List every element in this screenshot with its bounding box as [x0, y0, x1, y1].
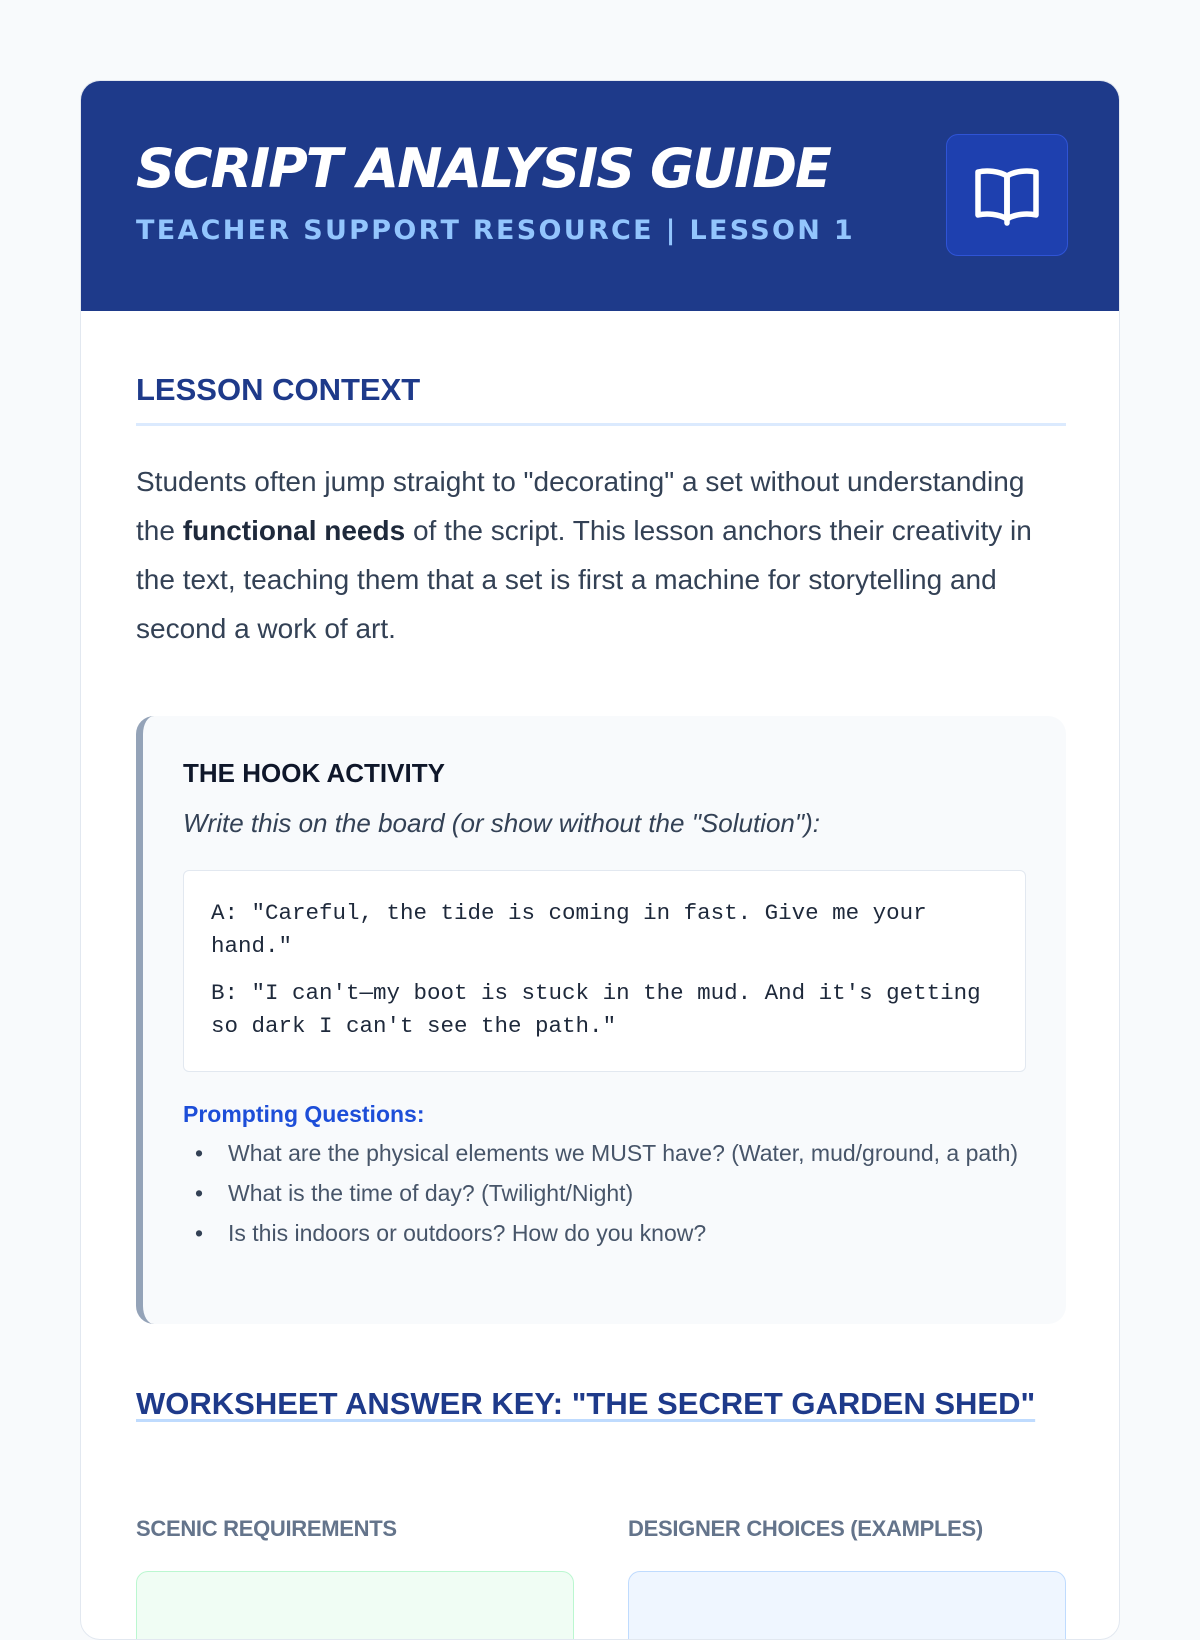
bullet-icon: •	[195, 1140, 204, 1166]
bullet-icon: •	[195, 1180, 204, 1206]
lesson-context-heading: LESSON CONTEXT	[136, 372, 421, 407]
header-banner	[81, 81, 1119, 311]
context-text-bold: functional needs	[182, 515, 406, 546]
hook-activity-panel	[136, 716, 1066, 1324]
page-subtitle: TEACHER SUPPORT RESOURCE | LESSON 1	[136, 215, 855, 246]
page-title: SCRIPT ANALYSIS GUIDE	[136, 137, 830, 200]
prompting-questions-list	[195, 1136, 1025, 1256]
open-book-icon	[946, 134, 1068, 256]
guide-card	[80, 80, 1120, 1640]
answer-key-heading: WORKSHEET ANSWER KEY: "THE SECRET GARDEN SHED"	[136, 1386, 1036, 1421]
list-item	[195, 1216, 1025, 1250]
hook-activity-title: THE HOOK ACTIVITY	[183, 758, 445, 788]
list-item	[195, 1176, 1025, 1210]
designer-choices-box	[628, 1571, 1066, 1640]
list-item-text: What is the time of day? (Twilight/Night)	[228, 1180, 634, 1206]
scenic-requirements-heading: SCENIC REQUIREMENTS	[136, 1516, 397, 1541]
prompting-questions-title: Prompting Questions:	[183, 1101, 425, 1127]
open-book-icon-graphic	[973, 163, 1041, 227]
scenic-requirements-box	[136, 1571, 574, 1640]
script-excerpt-box	[183, 870, 1026, 1072]
lesson-context-text	[136, 457, 1071, 653]
hook-instruction: Write this on the board (or show without the "Solution"):	[183, 808, 820, 838]
bullet-icon: •	[195, 1220, 204, 1246]
designer-choices-heading: DESIGNER CHOICES (EXAMPLES)	[628, 1516, 983, 1541]
script-line: B: "I can't—my boot is stuck in the mud. And it's getting so dark I can't see the path."	[211, 980, 981, 1039]
script-line: A: "Careful, the tide is coming in fast. Give me your hand."	[211, 900, 927, 959]
list-item-text: Is this indoors or outdoors? How do you know?	[228, 1220, 707, 1246]
list-item	[195, 1136, 1025, 1170]
list-item-text: What are the physical elements we MUST have? (Water, mud/ground, a path)	[228, 1140, 1019, 1166]
heading-divider	[136, 423, 1066, 426]
context-text-start: Students often jump straight to "decorating" a set without understanding the	[136, 466, 1025, 546]
context-text-end: of the script. This lesson anchors their creativity in the text, teaching them that a set is first a machine for storytelling and second a work of art.	[136, 515, 1032, 644]
